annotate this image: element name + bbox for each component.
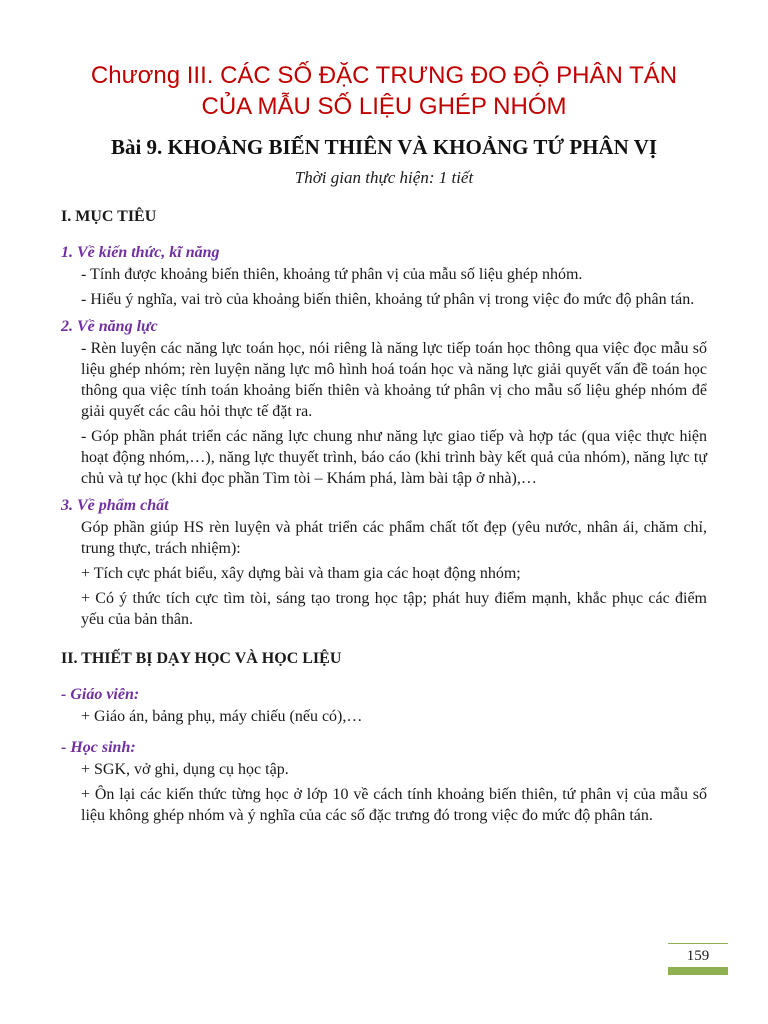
section-heading-objectives: I. MỤC TIÊU (61, 208, 157, 225)
student-item: + Ôn lại các kiến thức từng học ở lớp 10 về cách tính khoảng biến thiên, tứ phân vị của mẫu số liệu không ghép nhóm và ý nghĩa của các số đặc trưng đó trong việc đo mức độ phân tán. (81, 786, 707, 824)
subheading-knowledge: 1. Về kiến thức, kĩ năng (61, 244, 220, 261)
knowledge-item: - Tính được khoảng biến thiên, khoảng tứ phân vị của mẫu số liệu ghép nhóm. (81, 266, 583, 283)
quality-item: + Tích cực phát biểu, xây dựng bài và tham gia các hoạt động nhóm; (81, 565, 521, 582)
subheading-quality: 3. Về phẩm chất (61, 497, 169, 514)
section-heading-equipment: II. THIẾT BỊ DẠY HỌC VÀ HỌC LIỆU (61, 650, 342, 667)
page-number: 159 (668, 943, 728, 974)
subheading-teacher: - Giáo viên: (61, 686, 140, 703)
chapter-title-line2: CỦA MẪU SỐ LIỆU GHÉP NHÓM (201, 93, 567, 120)
lesson-time: Thời gian thực hiện: 1 tiết (294, 168, 474, 187)
page-number-accent-bar (668, 967, 728, 975)
chapter-title (40, 60, 728, 122)
subheading-competency: 2. Về năng lực (61, 318, 158, 335)
student-item: + SGK, vở ghi, dụng cụ học tập. (81, 761, 289, 778)
document-body (61, 206, 707, 826)
competency-item: - Góp phần phát triển các năng lực chung như năng lực giao tiếp và hợp tác (qua việc thực hiện hoạt động nhóm,…), năng lực thuyết trình, báo cáo (khi trình bày kết quả của nhóm), năng lực tự chủ và tự học (khi đọc phần Tìm tòi – Khám phá, làm bài tập ở nhà),… (81, 428, 707, 487)
quality-item: Góp phần giúp HS rèn luyện và phát triển các phẩm chất tốt đẹp (yêu nước, nhân ái, chăm chỉ, trung thực, trách nhiệm): (81, 519, 707, 557)
chapter-title-line1: Chương III. CÁC SỐ ĐẶC TRƯNG ĐO ĐỘ PHÂN TÁN (90, 62, 678, 89)
competency-item: - Rèn luyện các năng lực toán học, nói riêng là năng lực tiếp toán học thông qua việc đọc mẫu số liệu ghép nhóm; rèn luyện năng lực mô hình hoá toán học và năng lực giải quyết vấn đề toán học thông qua việc tính toán khoảng biến thiên và khoảng tứ phân vị cho mẫu số liệu ghép nhóm để giải quyết các câu hỏi thực tế đặt ra. (81, 340, 707, 420)
teacher-item: + Giáo án, bảng phụ, máy chiếu (nếu có),… (81, 708, 363, 725)
lesson-title: Bài 9. KHOẢNG BIẾN THIÊN VÀ KHOẢNG TỨ PHÂN VỊ (110, 135, 658, 159)
subheading-student: - Học sinh: (61, 739, 136, 756)
quality-item: + Có ý thức tích cực tìm tòi, sáng tạo trong học tập; phát huy điểm mạnh, khắc phục các điểm yếu của bản thân. (81, 590, 707, 628)
knowledge-item: - Hiểu ý nghĩa, vai trò của khoảng biến thiên, khoảng tứ phân vị trong việc đo mức độ phân tán. (81, 291, 695, 308)
